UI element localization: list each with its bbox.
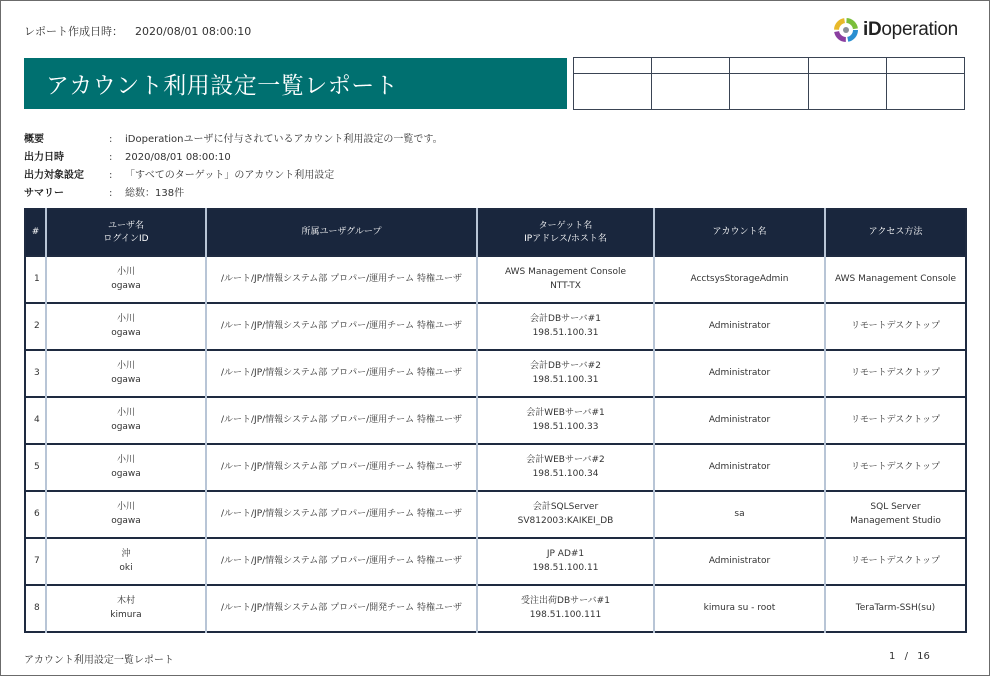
- meta-label: 出力対象設定: [24, 170, 84, 181]
- table-row: [25, 538, 966, 585]
- approval-stamp-table: [573, 57, 965, 110]
- report-meta: [24, 131, 443, 203]
- target-name: 会計DBサーバ#1: [530, 314, 601, 324]
- cell-account: Administrator: [654, 350, 825, 397]
- stamp-header-cell: [652, 58, 730, 74]
- target-name: 会計WEBサーバ#2: [526, 455, 605, 465]
- meta-row-overview: [24, 131, 443, 149]
- target-host: 198.51.100.34: [532, 468, 599, 479]
- cell-user: [46, 585, 206, 632]
- cell-group: /ルート/JP/情報システム部 プロパー/運用チーム 特権ユーザ: [206, 538, 477, 585]
- cell-account: kimura su - root: [654, 585, 825, 632]
- cell-target: [477, 444, 654, 491]
- login-id: ogawa: [111, 327, 141, 338]
- target-name: 受注出荷DBサーバ#1: [521, 596, 610, 606]
- cell-access: [825, 397, 966, 444]
- target-host: 198.51.100.31: [532, 374, 599, 385]
- idoperation-logo: [833, 17, 958, 43]
- table-row: [25, 585, 966, 632]
- meta-label: 概要: [24, 134, 44, 145]
- cell-user: [46, 350, 206, 397]
- access-line1: リモートデスクトップ: [850, 461, 940, 472]
- user-name: 小川: [116, 502, 135, 512]
- stamp-header-cell: [730, 58, 808, 74]
- login-id: oki: [119, 562, 133, 573]
- meta-value: 「すべてのターゲット」のアカウント利用設定: [125, 170, 335, 181]
- header-target: ターゲット名 IPアドレス/ホスト名: [477, 209, 654, 256]
- stamp-cell: [886, 74, 964, 110]
- footer-title: アカウント利用設定一覧レポート: [24, 655, 174, 666]
- meta-label: 出力日時: [24, 152, 64, 163]
- page-current: 1: [889, 651, 896, 662]
- cell-account: Administrator: [654, 538, 825, 585]
- meta-row-output-datetime: [24, 149, 443, 167]
- target-host: 198.51.100.111: [529, 609, 602, 620]
- meta-value: 総数：138件: [125, 188, 185, 199]
- login-id: ogawa: [111, 515, 141, 526]
- report-title: アカウント利用設定一覧レポート: [46, 73, 399, 99]
- cell-no: 8: [25, 585, 46, 632]
- login-id: ogawa: [111, 421, 141, 432]
- stamp-cell: [808, 74, 886, 110]
- cell-no: 6: [25, 491, 46, 538]
- user-name: 小川: [116, 408, 135, 418]
- user-name: 木村: [116, 596, 135, 606]
- stamp-cell: [652, 74, 730, 110]
- user-name: 沖: [121, 549, 131, 559]
- cell-target: [477, 350, 654, 397]
- target-name: 会計DBサーバ#2: [530, 361, 601, 371]
- meta-colon: :: [109, 170, 113, 181]
- meta-colon: :: [109, 134, 113, 145]
- cell-group: /ルート/JP/情報システム部 プロパー/運用チーム 特権ユーザ: [206, 491, 477, 538]
- cell-access: [825, 444, 966, 491]
- table-row: [25, 350, 966, 397]
- logo-text: iDoperation: [863, 19, 958, 40]
- access-line1: AWS Management Console: [834, 273, 956, 284]
- cell-no: 4: [25, 397, 46, 444]
- header-no: #: [25, 209, 46, 256]
- access-line1: リモートデスクトップ: [850, 414, 940, 425]
- cell-account: Administrator: [654, 444, 825, 491]
- meta-value: 2020/08/01 08:00:10: [125, 152, 231, 163]
- login-id: ogawa: [111, 374, 141, 385]
- header-account: アカウント名: [654, 209, 825, 256]
- stamp-header-cell: [574, 58, 652, 74]
- target-name: AWS Management Console: [504, 267, 626, 277]
- cell-target: [477, 256, 654, 303]
- table-row: [25, 444, 966, 491]
- target-name: JP AD#1: [546, 549, 585, 559]
- access-line1: リモートデスクトップ: [850, 320, 940, 331]
- target-name: 会計SQLServer: [532, 502, 599, 512]
- cell-user: [46, 538, 206, 585]
- user-name: 小川: [116, 361, 135, 371]
- table-row: [25, 491, 966, 538]
- target-host: 198.51.100.33: [532, 421, 599, 432]
- account-settings-table: [24, 208, 967, 633]
- cell-access: [825, 585, 966, 632]
- cell-user: [46, 256, 206, 303]
- stamp-cell: [574, 74, 652, 110]
- cell-access: [825, 256, 966, 303]
- meta-row-output-target: [24, 167, 443, 185]
- page-indicator: [889, 651, 930, 662]
- target-host: SV812003:KAIKEI_DB: [517, 515, 614, 526]
- cell-group: /ルート/JP/情報システム部 プロパー/運用チーム 特権ユーザ: [206, 350, 477, 397]
- stamp-header-cell: [886, 58, 964, 74]
- header-user: ユーザ名 ログインID: [46, 209, 206, 256]
- logo-ring-icon: [833, 17, 859, 43]
- meta-colon: :: [109, 152, 113, 163]
- header-access: アクセス方法: [825, 209, 966, 256]
- cell-user: [46, 303, 206, 350]
- page-total: 16: [917, 651, 930, 662]
- cell-no: 2: [25, 303, 46, 350]
- target-host: 198.51.100.11: [532, 562, 599, 573]
- cell-access: [825, 350, 966, 397]
- cell-no: 3: [25, 350, 46, 397]
- cell-target: [477, 538, 654, 585]
- cell-target: [477, 397, 654, 444]
- cell-user: [46, 444, 206, 491]
- meta-colon: :: [109, 188, 113, 199]
- cell-group: /ルート/JP/情報システム部 プロパー/開発チーム 特権ユーザ: [206, 585, 477, 632]
- generated-label: レポート作成日時：: [24, 25, 123, 38]
- login-id: ogawa: [111, 468, 141, 479]
- target-host: NTT-TX: [550, 280, 581, 291]
- cell-access: [825, 538, 966, 585]
- target-host: 198.51.100.31: [532, 327, 599, 338]
- cell-target: [477, 303, 654, 350]
- cell-user: [46, 397, 206, 444]
- access-line1: リモートデスクトップ: [850, 367, 940, 378]
- login-id: ogawa: [111, 280, 141, 291]
- generated-value: 2020/08/01 08:00:10: [135, 25, 252, 38]
- meta-label: サマリー: [24, 188, 64, 199]
- user-name: 小川: [116, 455, 135, 465]
- page-separator: /: [904, 651, 908, 662]
- cell-access: [825, 491, 966, 538]
- table-row: [25, 303, 966, 350]
- cell-account: AcctsysStorageAdmin: [654, 256, 825, 303]
- report-generated-line: [24, 23, 251, 39]
- login-id: kimura: [110, 609, 142, 620]
- table-header-row: [25, 209, 966, 256]
- meta-value: iDoperationユーザに付与されているアカウント利用設定の一覧です。: [125, 134, 443, 145]
- table-row: [25, 256, 966, 303]
- report-title-bar: [24, 58, 567, 109]
- stamp-cell: [730, 74, 808, 110]
- cell-no: 1: [25, 256, 46, 303]
- target-name: 会計WEBサーバ#1: [526, 408, 605, 418]
- cell-group: /ルート/JP/情報システム部 プロパー/運用チーム 特権ユーザ: [206, 397, 477, 444]
- cell-group: /ルート/JP/情報システム部 プロパー/運用チーム 特権ユーザ: [206, 303, 477, 350]
- user-name: 小川: [116, 314, 135, 324]
- cell-group: /ルート/JP/情報システム部 プロパー/運用チーム 特権ユーザ: [206, 256, 477, 303]
- access-line1: TeraTarm-SSH(su): [855, 602, 936, 613]
- cell-no: 5: [25, 444, 46, 491]
- cell-access: [825, 303, 966, 350]
- user-name: 小川: [116, 267, 135, 277]
- stamp-header-cell: [808, 58, 886, 74]
- access-line1: SQL Server: [870, 502, 921, 512]
- cell-user: [46, 491, 206, 538]
- access-line1: リモートデスクトップ: [850, 555, 940, 566]
- cell-target: [477, 585, 654, 632]
- header-group: 所属ユーザグループ: [206, 209, 477, 256]
- table-row: [25, 397, 966, 444]
- cell-account: Administrator: [654, 397, 825, 444]
- meta-row-summary: [24, 185, 443, 203]
- cell-group: /ルート/JP/情報システム部 プロパー/運用チーム 特権ユーザ: [206, 444, 477, 491]
- cell-account: Administrator: [654, 303, 825, 350]
- cell-account: sa: [654, 491, 825, 538]
- cell-no: 7: [25, 538, 46, 585]
- cell-target: [477, 491, 654, 538]
- access-line2: Management Studio: [850, 515, 941, 526]
